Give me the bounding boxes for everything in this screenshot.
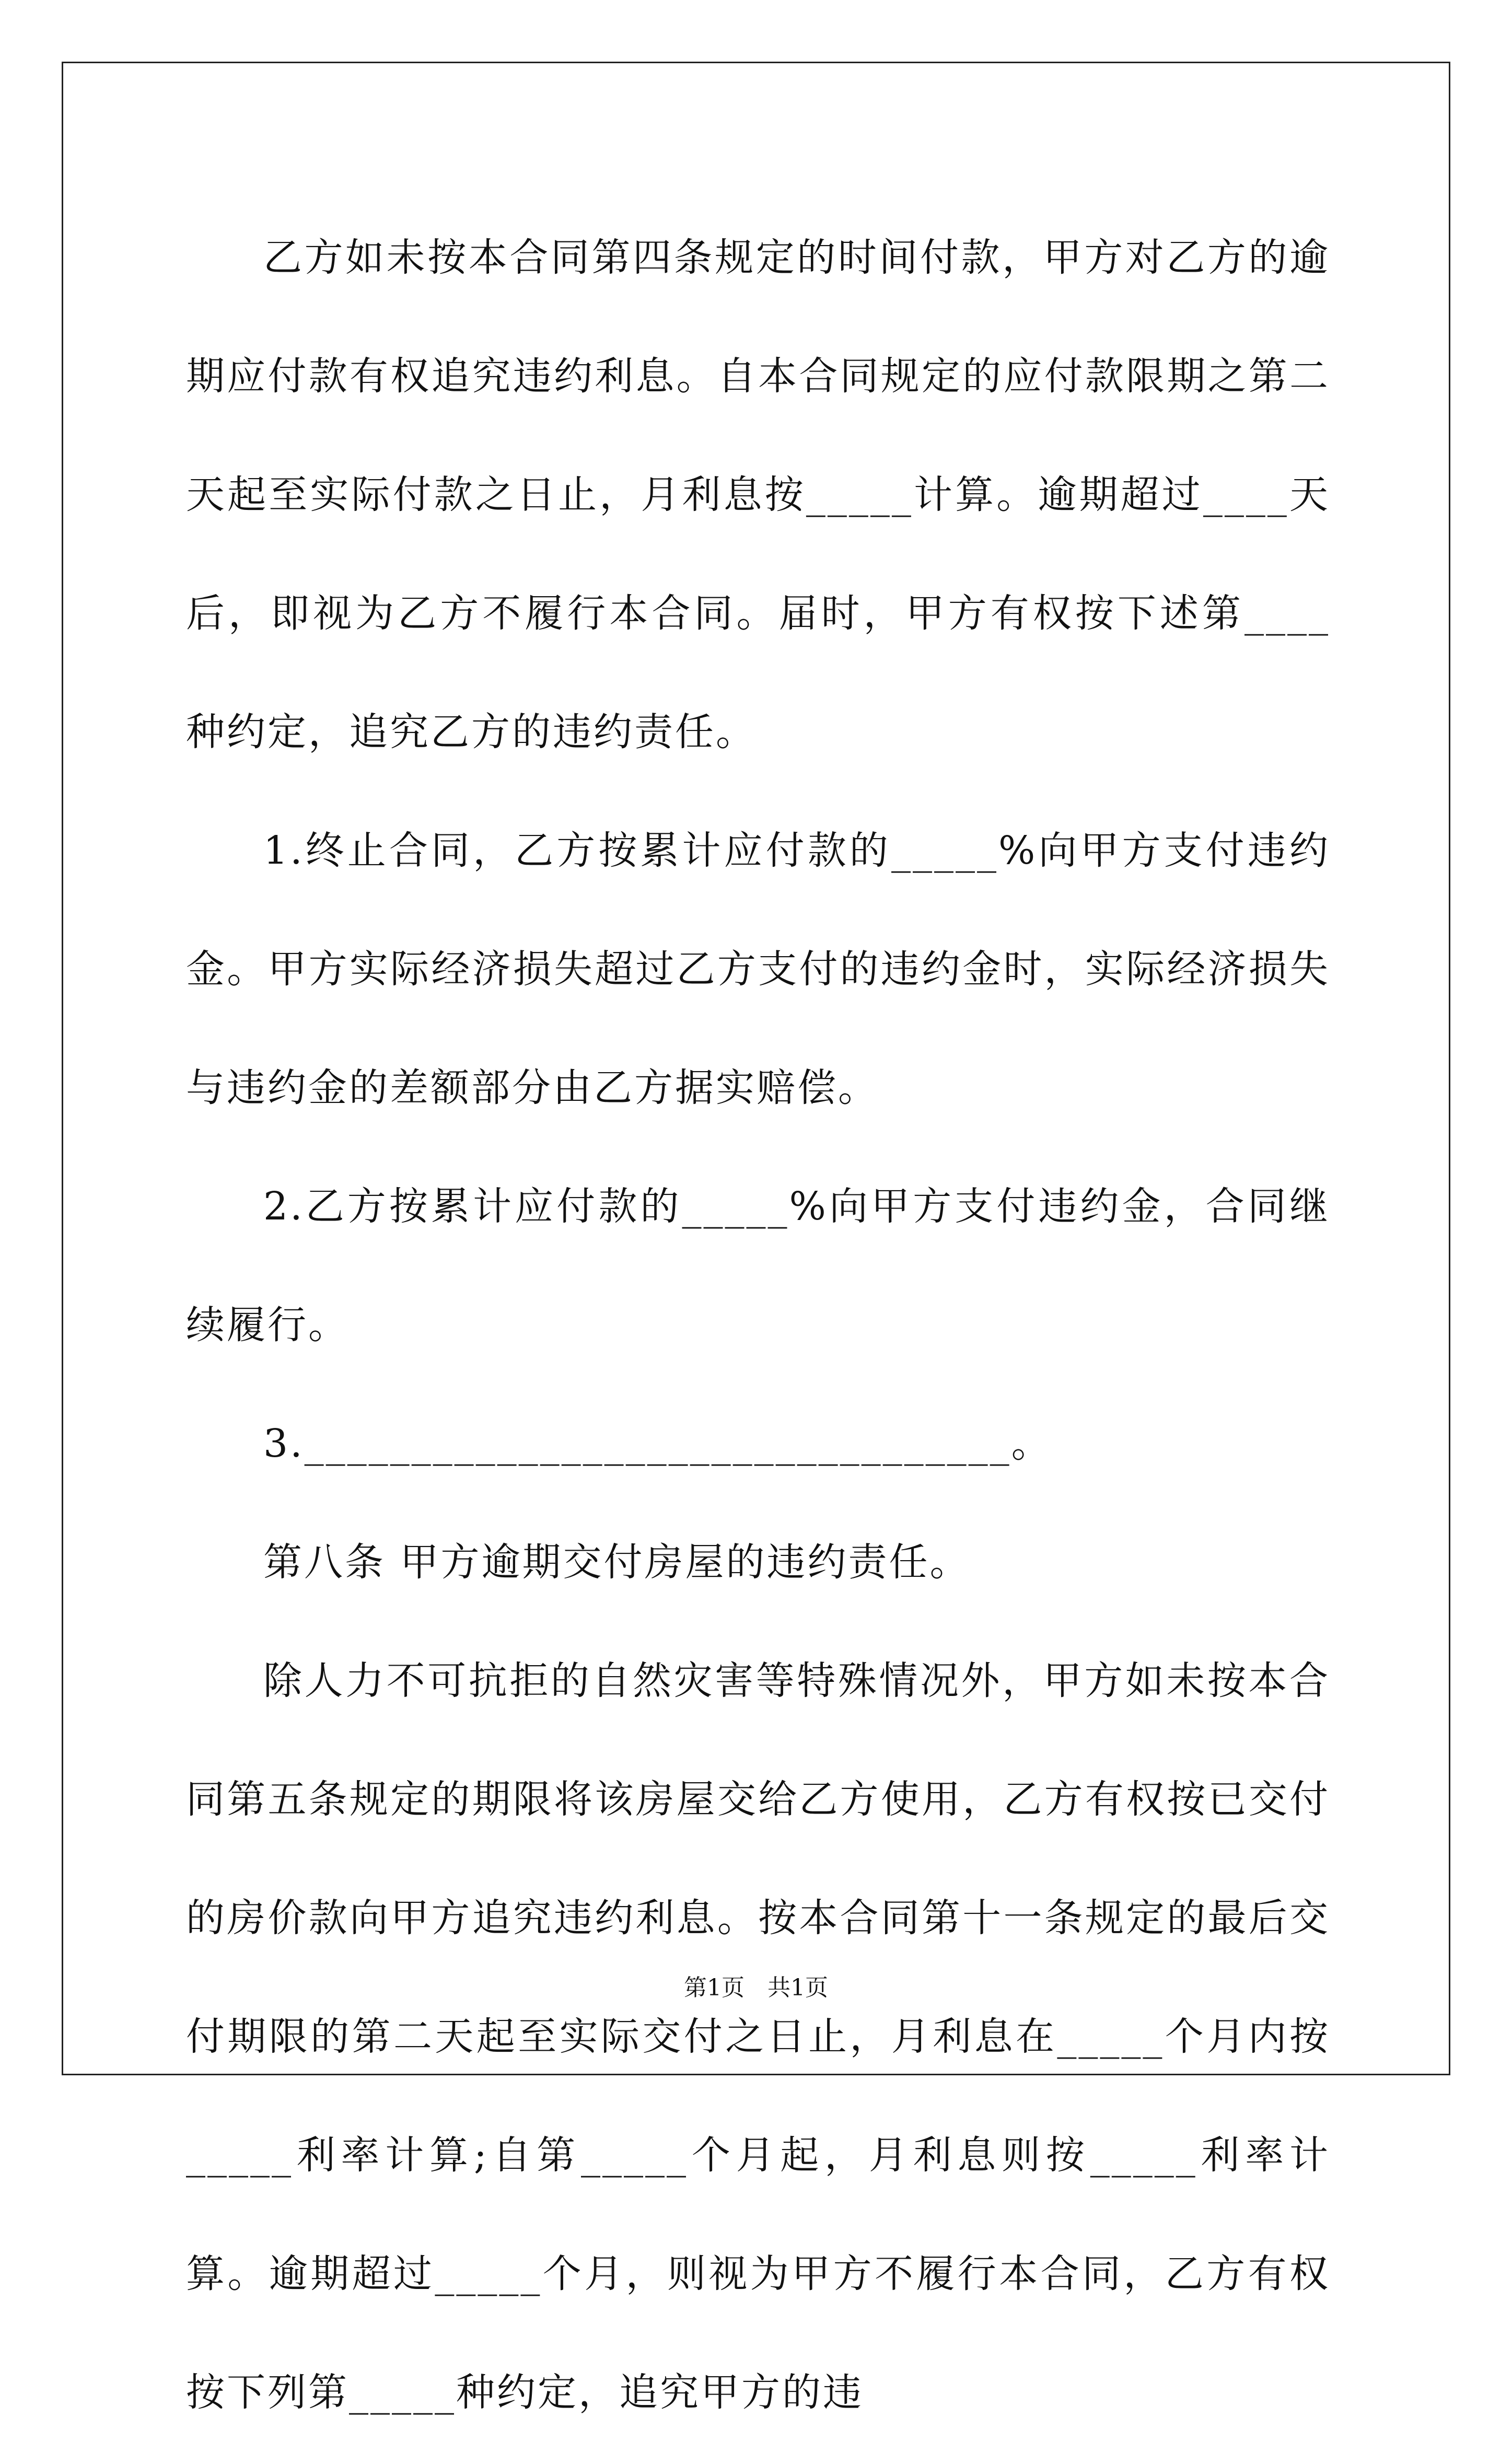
page-number-footer: 第1页 共1页 — [684, 1974, 828, 2001]
section-heading-article-8: 第八条 甲方逾期交付房屋的违约责任。 — [263, 1540, 971, 1585]
paragraph-late-delivery: 除人力不可抗拒的自然灾害等特殊情况外，甲方如未按本合同第五条规定的期限将该房屋交给乙方使用，乙方有权按已交付的房价款向甲方追究违约利息。按本合同第十一条规定的最后交付期限的第二天起至实际交付之日止，月利息在_____个月内按_____利率计算;自第_____个月起，月利息则按_____利率计算。逾期超过_____个月，则视为甲方不履行本合同，乙方有权按下列第_____种约定，追究甲方的违 — [186, 1658, 1330, 2415]
paragraph-late-payment: 乙方如未按本合同第四条规定的时间付款，甲方对乙方的逾期应付款有权追究违约利息。自本合同规定的应付款限期之第二天起至实际付款之日止，月利息按_____计算。逾期超过____天后，即视为乙方不履行本合同。届时，甲方有权按下述第____种约定，追究乙方的违约责任。 — [186, 235, 1330, 754]
clause-3-blank: 3._________________________________。 — [263, 1421, 1052, 1466]
clause-2-continue-contract: 2.乙方按累计应付款的_____%向甲方支付违约金，合同继续履行。 — [186, 1184, 1330, 1347]
clause-1-terminate-contract: 1.终止合同，乙方按累计应付款的_____%向甲方支付违约金。甲方实际经济损失超过乙方支付的违约金时，实际经济损失与违约金的差额部分由乙方据实赔偿。 — [186, 828, 1330, 1110]
document-body — [186, 199, 1330, 2452]
